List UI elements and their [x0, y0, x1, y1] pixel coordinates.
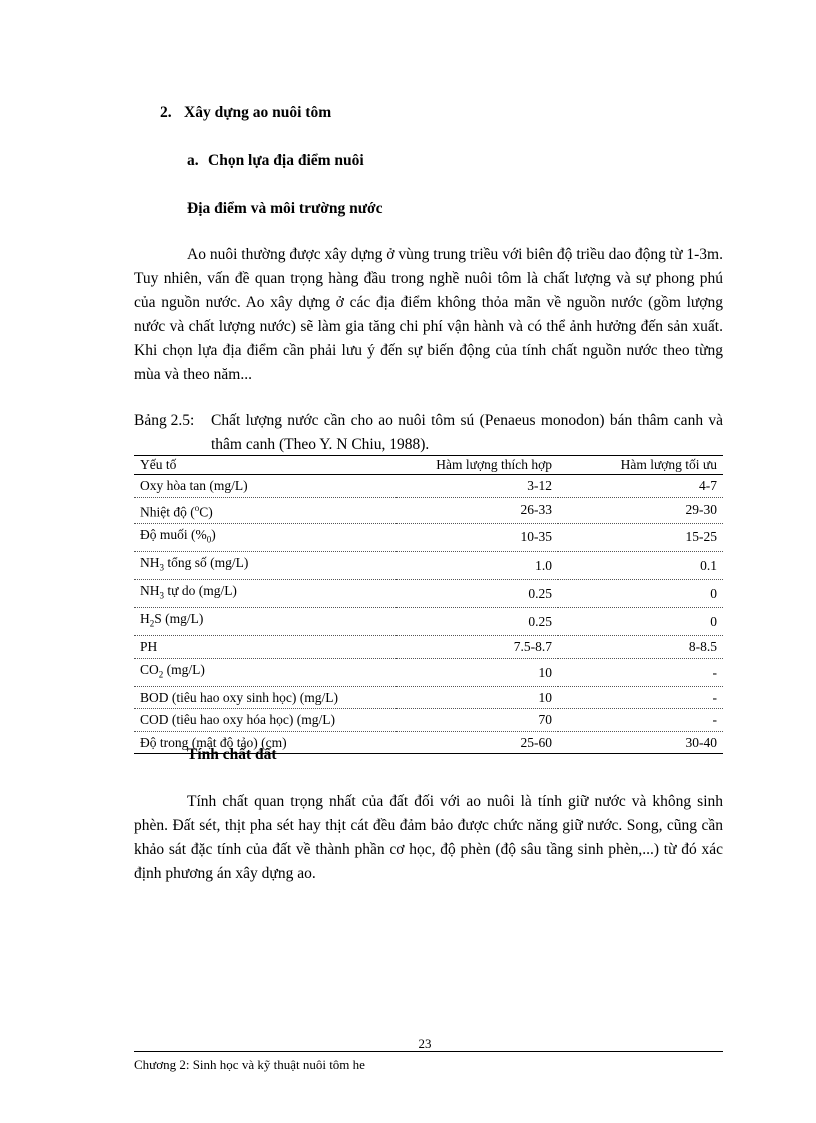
section-number: 2.: [160, 104, 172, 121]
section-title: Xây dựng ao nuôi tôm: [184, 104, 332, 121]
topic-heading-soil: Tính chất đất: [187, 746, 277, 763]
cell-suitable: 10: [396, 686, 558, 709]
cell-suitable: 10: [396, 658, 558, 686]
cell-suitable: 1.0: [396, 551, 558, 579]
paragraph-water: Ao nuôi thường được xây dựng ở vùng trung triều với biên độ triều dao động từ 1-3m. Tuy nhiên, vấn đề quan trọng hàng đầu trong nghề nuôi tôm là chất lượng và sự phong phú của nguồn nước. Ao xây dựng ở các địa điểm không thỏa mãn về nguồn nước (gồm lượng nước và chất lượng nước) sẽ làm gia tăng chi phí vận hành và có thể ảnh hưởng đến sản xuất. Khi chọn lựa địa điểm cần phải lưu ý đến sự biến động của tính chất nguồn nước theo từng mùa và theo năm...: [134, 246, 723, 383]
table-caption: [134, 409, 723, 457]
cell-optimal: 0.1: [558, 551, 723, 579]
cell-suitable: 10-35: [396, 523, 558, 551]
table-row: [134, 686, 723, 709]
cell-suitable: 70: [396, 709, 558, 732]
cell-suitable: 7.5-8.7: [396, 636, 558, 659]
cell-optimal: 4-7: [558, 475, 723, 498]
table-header-row: [134, 456, 723, 475]
cell-optimal: -: [558, 658, 723, 686]
cell-suitable: 0.25: [396, 579, 558, 607]
cell-factor: $CO_2$ (mg/L): [134, 658, 396, 686]
table-row: [134, 608, 723, 636]
cell-suitable: 26-33: [396, 497, 558, 523]
table-row: [134, 579, 723, 607]
table-row: [134, 497, 723, 523]
subsection-heading: [187, 152, 364, 170]
table-row: [134, 523, 723, 551]
cell-factor: BOD (tiêu hao oxy sinh học) (mg/L): [134, 686, 396, 709]
page-number: 23: [418, 1036, 432, 1051]
cell-factor: COD (tiêu hao oxy hóa học) (mg/L): [134, 709, 396, 732]
footer-divider: [134, 1051, 723, 1052]
footer-chapter: Chương 2: Sinh học và kỹ thuật nuôi tôm he: [134, 1057, 365, 1072]
section-heading: [160, 104, 331, 122]
subsection-letter: a.: [187, 152, 199, 169]
table-row: [134, 636, 723, 659]
water-quality-table: [134, 455, 723, 754]
header-optimal: Hàm lượng tối ưu: [558, 456, 723, 475]
cell-factor: $NH_3$ tổng số (mg/L): [134, 551, 396, 579]
header-factor: Yếu tố: [134, 456, 396, 475]
cell-optimal: 30-40: [558, 731, 723, 754]
cell-optimal: 15-25: [558, 523, 723, 551]
paragraph-soil: Tính chất quan trọng nhất của đất đối với ao nuôi là tính giữ nước và không sinh phèn. Đất sét, thịt pha sét hay thịt cát đều đảm bảo được chức năng giữ nước. Song, cũng cần khảo sát đặc tính của đất về thành phần cơ học, độ phèn (độ sâu tầng sinh phèn,...) từ đó xác định phương án xây dựng ao.: [134, 793, 723, 882]
cell-factor: Nhiệt độ ($^o$C): [134, 497, 396, 523]
cell-factor: PH: [134, 636, 396, 659]
cell-optimal: -: [558, 709, 723, 732]
cell-factor: $NH_3$ tự do (mg/L): [134, 579, 396, 607]
cell-optimal: 8-8.5: [558, 636, 723, 659]
table-row: [134, 709, 723, 732]
subsection-title: Chọn lựa địa điểm nuôi: [208, 152, 364, 169]
cell-optimal: 29-30: [558, 497, 723, 523]
cell-factor: Oxy hòa tan (mg/L): [134, 475, 396, 498]
cell-optimal: 0: [558, 608, 723, 636]
cell-suitable: 3-12: [396, 475, 558, 498]
cell-suitable: 25-60: [396, 731, 558, 754]
cell-suitable: 0.25: [396, 608, 558, 636]
cell-optimal: -: [558, 686, 723, 709]
topic-heading-water: Địa điểm và môi trường nước: [187, 200, 383, 217]
table-row: [134, 658, 723, 686]
cell-optimal: 0: [558, 579, 723, 607]
table-caption-label: Bảng 2.5:: [134, 412, 195, 429]
table-row: [134, 475, 723, 498]
table-row: [134, 551, 723, 579]
cell-factor: Độ trong (mật độ tảo) (cm): [134, 731, 396, 754]
cell-factor: $H_2S$ (mg/L): [134, 608, 396, 636]
header-suitable: Hàm lượng thích hợp: [396, 456, 558, 475]
table-caption-text: Chất lượng nước cần cho ao nuôi tôm sú (Penaeus monodon) bán thâm canh và thâm canh (Theo Y. N Chiu, 1988).: [211, 412, 723, 453]
cell-factor: Độ muối $(\%_0)$: [134, 523, 396, 551]
